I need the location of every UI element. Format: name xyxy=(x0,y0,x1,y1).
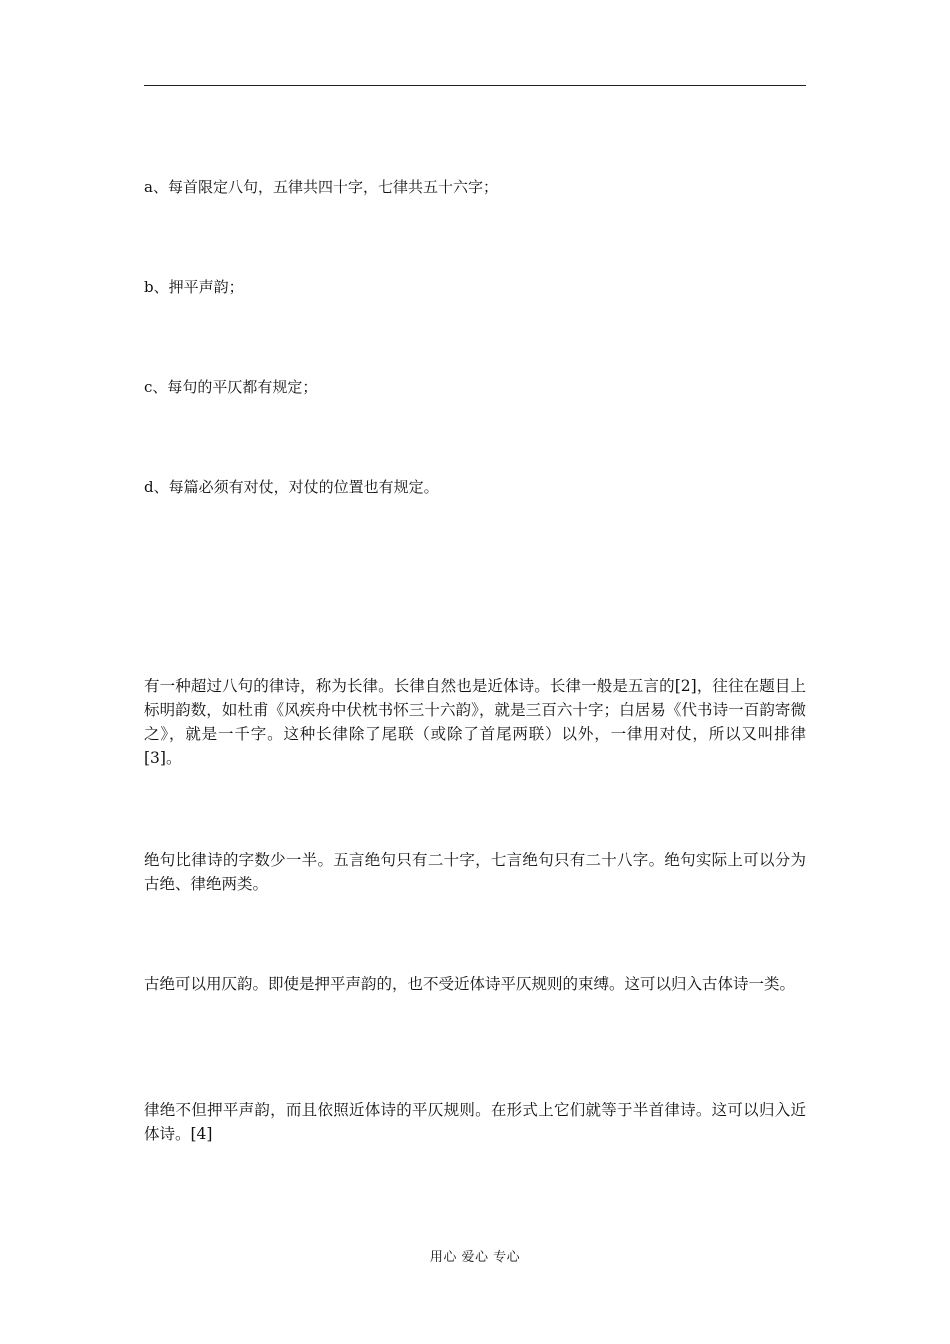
paragraph-regulated-quatrain: 律绝不但押平声韵，而且依照近体诗的平仄规则。在形式上它们就等于半首律诗。这可以归入近体诗。[4] xyxy=(144,1101,806,1143)
paragraph-quatrain-intro: 绝句比律诗的字数少一半。五言绝句只有二十字，七言绝句只有二十八字。绝句实际上可以分为古绝、律绝两类。 xyxy=(144,851,806,893)
rule-item-b: b、押平声韵； xyxy=(144,278,244,296)
rule-item-d: d、每篇必须有对仗，对仗的位置也有规定。 xyxy=(144,478,439,496)
paragraph-ancient-quatrain: 古绝可以用仄韵。即使是押平声韵的，也不受近体诗平仄规则的束缚。这可以归入古体诗一类。 xyxy=(144,975,796,993)
rule-item-c: c、每句的平仄都有规定； xyxy=(144,378,318,396)
page-footer: 用心 爱心 专心 xyxy=(429,1250,521,1265)
header-rule xyxy=(144,85,806,86)
paragraph-long-regulated-verse: 有一种超过八句的律诗，称为长律。长律自然也是近体诗。长律一般是五言的[2]，往往在题目上标明韵数，如杜甫《风疾舟中伏枕书怀三十六韵》，就是三百六十字；白居易《代书诗一百韵寄微之》，就是一千字。这种长律除了尾联（或除了首尾两联）以外，一律用对仗，所以又叫排律[3]。 xyxy=(144,677,806,767)
rule-item-a: a、每首限定八句，五律共四十字，七律共五十六字； xyxy=(144,178,498,196)
